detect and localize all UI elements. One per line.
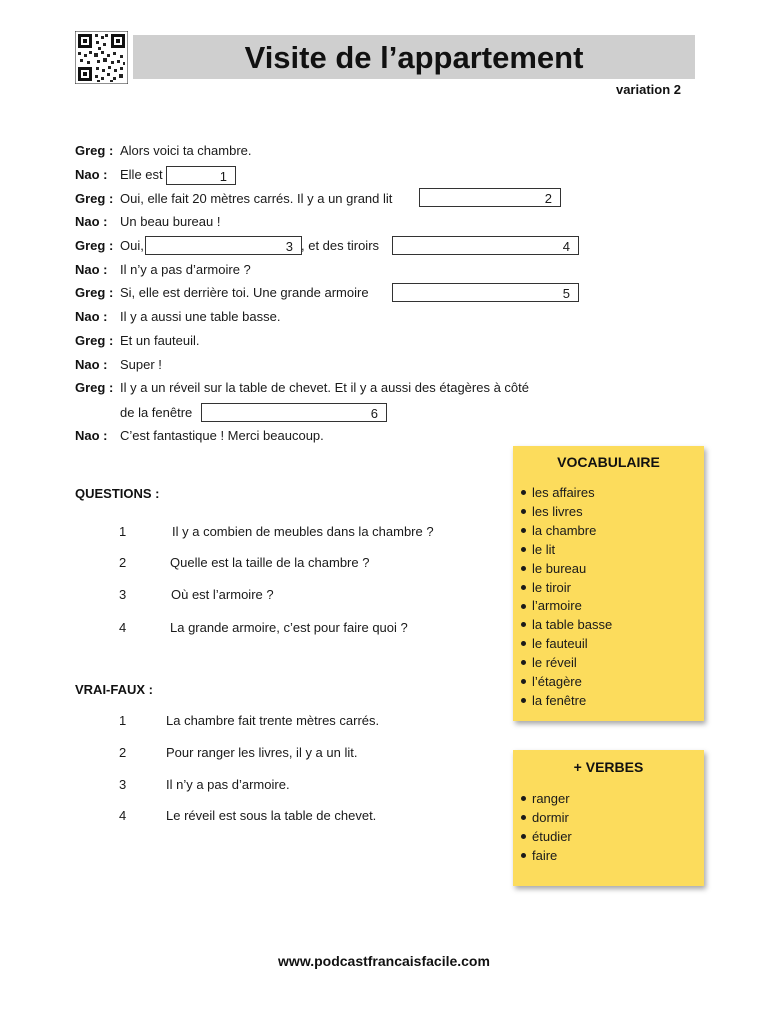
list-item bbox=[513, 541, 704, 560]
speaker: Nao : bbox=[75, 357, 108, 372]
bullet-icon bbox=[521, 641, 526, 646]
questions-heading: QUESTIONS : bbox=[75, 486, 160, 501]
page-title: Visite de l’appartement bbox=[244, 40, 584, 75]
bullet-icon bbox=[521, 853, 526, 858]
verbs-title: + VERBES bbox=[573, 759, 644, 775]
vocab-word: le fauteuil bbox=[532, 636, 588, 652]
answer-box-4[interactable]: 4 bbox=[392, 236, 579, 255]
line-text: Elle est bbox=[120, 167, 163, 182]
bullet-icon bbox=[521, 547, 526, 552]
vocab-word: l’étagère bbox=[532, 674, 582, 690]
verbs-list bbox=[513, 790, 704, 866]
line-text: Si, elle est derrière toi. Une grande armoire bbox=[120, 285, 369, 300]
vocab-word: le bureau bbox=[532, 560, 587, 576]
speaker: Greg : bbox=[75, 238, 114, 253]
bullet-icon bbox=[521, 604, 526, 609]
item-text: Pour ranger les livres, il y a un lit. bbox=[166, 745, 358, 760]
vocab-word: le réveil bbox=[532, 655, 577, 671]
question-text: La grande armoire, c’est pour faire quoi ? bbox=[170, 620, 408, 635]
answer-box-1[interactable]: 1 bbox=[166, 166, 236, 185]
list-item bbox=[513, 579, 704, 598]
bullet-icon bbox=[521, 815, 526, 820]
bullet-icon bbox=[521, 679, 526, 684]
vrai-faux-heading: VRAI-FAUX : bbox=[75, 682, 153, 697]
line-text: Alors voici ta chambre. bbox=[120, 143, 252, 158]
line-text: C’est fantastique ! Merci beaucoup. bbox=[120, 428, 324, 443]
bullet-icon bbox=[521, 698, 526, 703]
speaker: Nao : bbox=[75, 167, 108, 182]
answer-box-5[interactable]: 5 bbox=[392, 283, 579, 302]
bullet-icon bbox=[521, 528, 526, 533]
line-text: Et un fauteuil. bbox=[120, 333, 200, 348]
list-item bbox=[513, 654, 704, 673]
bullet-icon bbox=[521, 566, 526, 571]
answer-box-3[interactable]: 3 bbox=[145, 236, 302, 255]
question-text: Où est l’armoire ? bbox=[171, 587, 274, 602]
item-text: Le réveil est sous la table de chevet. bbox=[166, 808, 377, 823]
list-item bbox=[513, 828, 704, 847]
speaker: Greg : bbox=[75, 191, 114, 206]
answer-box-2[interactable]: 2 bbox=[419, 188, 561, 207]
line-text: Il y a un réveil sur la table de chevet. Et il y a aussi des étagères à côté bbox=[120, 380, 529, 395]
speaker: Greg : bbox=[75, 333, 114, 348]
list-item bbox=[513, 673, 704, 692]
item-text: Il n’y a pas d’armoire. bbox=[166, 777, 290, 792]
vocab-word: les livres bbox=[532, 503, 583, 519]
list-item bbox=[513, 616, 704, 635]
question-number: 4 bbox=[119, 620, 127, 635]
bullet-icon bbox=[521, 585, 526, 590]
question-number: 2 bbox=[119, 555, 127, 570]
variation-label: variation 2 bbox=[615, 82, 681, 97]
question-text: Il y a combien de meubles dans la chambre ? bbox=[172, 524, 434, 539]
item-number: 2 bbox=[119, 745, 127, 760]
line-text: Oui, elle fait 20 mètres carrés. Il y a un grand lit bbox=[120, 191, 393, 206]
line-text: Il y a aussi une table basse. bbox=[120, 309, 281, 324]
list-item bbox=[513, 522, 704, 541]
vocab-word: l’armoire bbox=[532, 598, 582, 614]
question-number: 3 bbox=[119, 587, 127, 602]
speaker: Greg : bbox=[75, 285, 114, 300]
bullet-icon bbox=[521, 490, 526, 495]
speaker: Greg : bbox=[75, 143, 114, 158]
item-text: La chambre fait trente mètres carrés. bbox=[166, 713, 380, 728]
vocab-word: le lit bbox=[532, 541, 556, 557]
speaker: Nao : bbox=[75, 262, 108, 277]
line-text: Un beau bureau ! bbox=[120, 214, 221, 229]
footer-url[interactable]: www.podcastfrancaisfacile.com bbox=[278, 953, 490, 969]
vocabulary-list bbox=[513, 484, 704, 711]
line-text: Super ! bbox=[120, 357, 162, 372]
verb-word: faire bbox=[532, 847, 558, 863]
bullet-icon bbox=[521, 660, 526, 665]
line-text-continued: de la fenêtre bbox=[120, 405, 193, 420]
vocab-word: le tiroir bbox=[532, 579, 572, 595]
vocabulary-title: VOCABULAIRE bbox=[557, 454, 660, 470]
item-number: 1 bbox=[119, 713, 127, 728]
bullet-icon bbox=[521, 509, 526, 514]
vocab-word: les affaires bbox=[532, 485, 595, 500]
answer-box-6[interactable]: 6 bbox=[201, 403, 387, 422]
item-number: 3 bbox=[119, 777, 127, 792]
speaker: Nao : bbox=[75, 214, 108, 229]
line-text-continued: , et des tiroirs bbox=[301, 238, 380, 253]
list-item bbox=[513, 809, 704, 828]
list-item bbox=[513, 560, 704, 579]
list-item bbox=[513, 790, 704, 809]
bullet-icon bbox=[521, 834, 526, 839]
verb-word: étudier bbox=[532, 828, 572, 844]
vocab-word: la table basse bbox=[532, 617, 613, 633]
verb-word: dormir bbox=[532, 809, 569, 825]
bullet-icon bbox=[521, 622, 526, 627]
speaker: Nao : bbox=[75, 428, 108, 443]
vocab-word: la fenêtre bbox=[532, 692, 587, 708]
qr-code-icon bbox=[75, 31, 128, 84]
verbs-note bbox=[513, 750, 704, 886]
speaker: Greg : bbox=[75, 380, 114, 395]
question-text: Quelle est la taille de la chambre ? bbox=[170, 555, 370, 570]
vocabulary-note bbox=[513, 446, 704, 721]
list-item bbox=[513, 847, 704, 866]
line-text: Oui, bbox=[120, 238, 144, 253]
list-item bbox=[513, 503, 704, 522]
list-item bbox=[513, 692, 704, 711]
vocab-word: la chambre bbox=[532, 522, 597, 538]
list-item bbox=[513, 597, 704, 616]
verb-word: ranger bbox=[532, 791, 570, 806]
item-number: 4 bbox=[119, 808, 127, 823]
list-item bbox=[513, 635, 704, 654]
line-text: Il n’y a pas d’armoire ? bbox=[120, 262, 251, 277]
list-item bbox=[513, 484, 704, 503]
question-number: 1 bbox=[119, 524, 127, 539]
speaker: Nao : bbox=[75, 309, 108, 324]
bullet-icon bbox=[521, 796, 526, 801]
